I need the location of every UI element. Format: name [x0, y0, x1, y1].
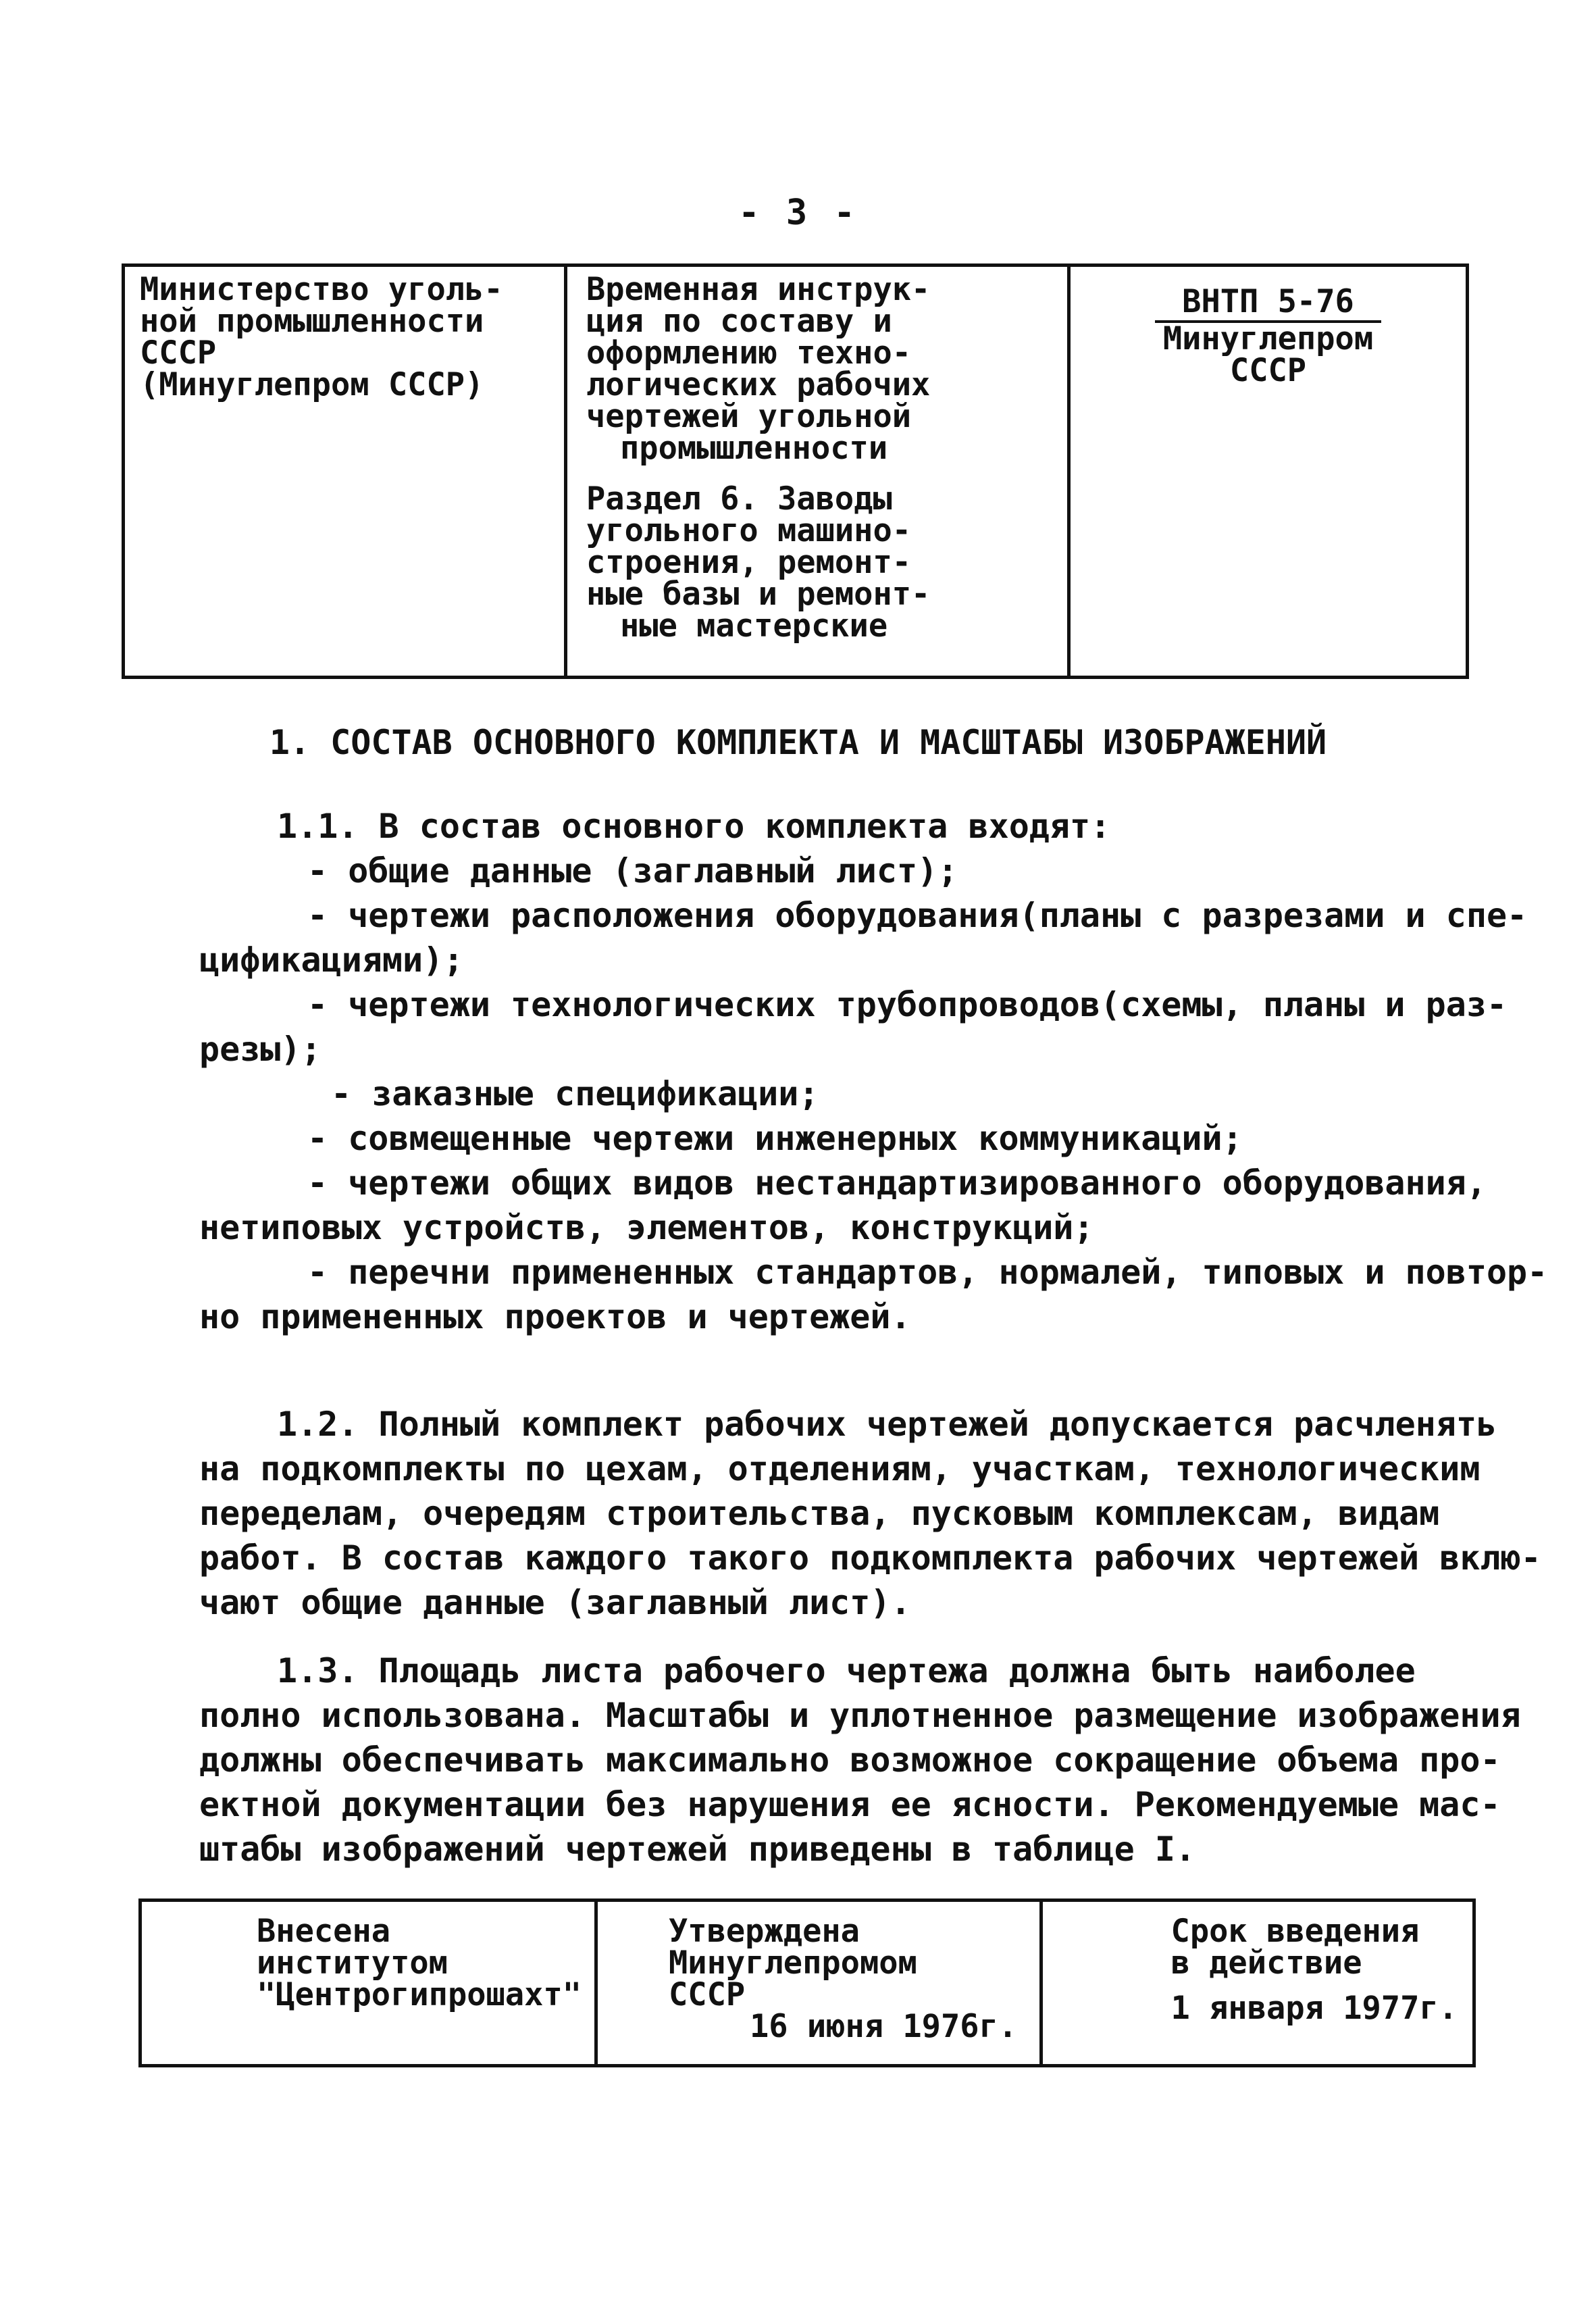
document-code-cell: [1067, 267, 1466, 676]
approved-line: Минуглепромом: [669, 1944, 917, 1982]
section-line: строения, ремонт-: [586, 544, 912, 581]
section-line: ные мастерские: [620, 607, 888, 645]
paragraph-line: переделам, очередям строительства, пусковым комплексам, видам: [199, 1494, 1440, 1533]
list-item: но примененных проектов и чертежей.: [199, 1297, 911, 1336]
ministry-cell: [125, 267, 564, 676]
list-item: - чертежи общих видов нестандартизированного оборудования,: [307, 1163, 1487, 1203]
list-item: - заказные спецификации;: [331, 1074, 819, 1113]
paragraph-line: 1.2. Полный комплект рабочих чертежей допускается расчленять: [277, 1405, 1497, 1444]
section-line: угольного машино-: [586, 512, 912, 549]
paragraph-line: чают общие данные (заглавный лист).: [199, 1583, 911, 1622]
approved-line: Утверждена: [669, 1913, 860, 1950]
paragraph-3: [199, 1649, 1521, 1871]
paragraph-line: на подкомплекты по цехам, отделениям, участкам, технологическим: [199, 1449, 1481, 1488]
paragraph-1: [199, 804, 1548, 1339]
document-header-table: [122, 263, 1469, 679]
title-line: оформлению техно-: [586, 334, 912, 372]
title-line: промышленности: [620, 430, 888, 467]
paragraph-line: штабы изображений чертежей приведены в таблице I.: [199, 1830, 1196, 1869]
effective-cell: [1039, 1902, 1472, 2064]
paragraph-line: 1.1. В состав основного комплекта входят:: [277, 807, 1111, 846]
list-item: - перечни примененных стандартов, нормалей, типовых и повтор-: [307, 1253, 1548, 1292]
paragraph-line: 1.3. Площадь листа рабочего чертежа должна быть наиболее: [277, 1651, 1416, 1690]
paragraph-line: должны обеспечивать максимально возможное сокращение объема про-: [199, 1740, 1501, 1780]
submitted-line: Внесена: [257, 1913, 391, 1950]
list-item: - общие данные (заглавный лист);: [307, 851, 958, 890]
section-line: ные базы и ремонт-: [586, 576, 931, 613]
title-line: чертежей угольной: [586, 398, 912, 435]
list-item: - чертежи расположения оборудования(планы с разрезами и спе-: [307, 896, 1528, 935]
document-title-cell: [564, 267, 1067, 676]
approved-date: 16 июня 1976г.: [750, 2008, 1018, 2045]
submitted-cell: [142, 1902, 594, 2064]
list-item: цификациями);: [199, 940, 464, 980]
title-line: ция по составу и: [586, 303, 892, 340]
paragraph-line: работ. В состав каждого такого подкомплекта рабочих чертежей вклю-: [199, 1538, 1541, 1578]
paragraph-2: [199, 1402, 1541, 1625]
title-line: логических рабочих: [586, 366, 931, 403]
paragraph-line: ектной документации без нарушения ее ясности. Рекомендуемые мас-: [199, 1785, 1501, 1824]
approved-cell: [594, 1902, 1039, 2064]
title-line: Временная инструк-: [586, 271, 931, 308]
document-footer-table: [138, 1898, 1476, 2067]
effective-date: 1 января 1977г.: [1170, 1990, 1458, 2027]
ministry-line: ной промышленности: [140, 303, 484, 340]
ministry-line: СССР: [140, 334, 217, 372]
list-item: резы);: [199, 1030, 321, 1069]
submitted-line: "Центрогипрошахт": [257, 1976, 582, 2013]
paragraph-line: полно использована. Масштабы и уплотненное размещение изображения: [199, 1696, 1521, 1735]
effective-line: Срок введения: [1170, 1913, 1420, 1950]
issuer-line: Минуглепром: [1162, 320, 1374, 357]
ministry-line: Министерство уголь-: [140, 271, 503, 308]
effective-line: в действие: [1170, 1944, 1362, 1982]
submitted-line: институтом: [257, 1944, 448, 1982]
list-item: - совмещенные чертежи инженерных коммуникаций;: [307, 1119, 1243, 1158]
section-title: 1. СОСТАВ ОСНОВНОГО КОМПЛЕКТА И МАСШТАБЫ ИЗОБРАЖЕНИЙ: [269, 723, 1327, 762]
page-number: - 3 -: [738, 193, 858, 233]
issuer-line: СССР: [1229, 352, 1307, 389]
list-item: нетиповых устройств, элементов, конструкций;: [199, 1208, 1094, 1247]
ministry-line: (Минуглепром СССР): [140, 366, 484, 403]
section-line: Раздел 6. Заводы: [586, 480, 892, 518]
document-code: ВНТП 5-76: [1155, 286, 1381, 323]
list-item: - чертежи технологических трубопроводов(схемы, планы и раз-: [307, 985, 1508, 1024]
approved-line: СССР: [669, 1976, 746, 2013]
